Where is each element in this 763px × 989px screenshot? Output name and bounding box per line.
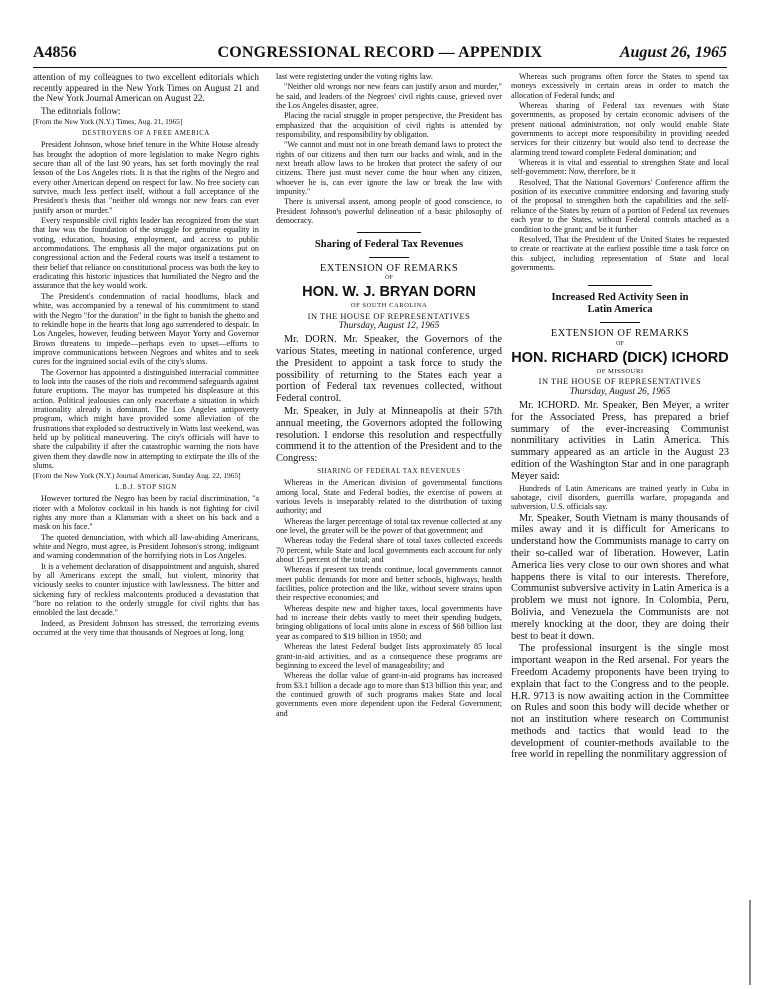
paragraph: Mr. Speaker, in July at Minneapolis at their 57th annual meeting, the Governors adopted the following resolution. I endorse this resolution and respectfully commend it to the attention of the President and to the Congress:: [276, 406, 502, 465]
column-1: [33, 72, 259, 638]
separator-rule: [357, 232, 421, 233]
column-2: [276, 72, 502, 719]
paragraph: President Johnson, whose brief tenure in the White House already has brought the adoption of more legislation to make Negro rights secure than all of the last 90 years, has set forth movingly the real lesson of the Los Angeles riots. It is that the rights of the Negro and every other American depend on respect for law. No free society can survive, much less perfect itself, without a full acceptance of the President's thesis that "neither old wrongs nor new fears can ever justify arson or murder.": [33, 140, 259, 215]
of-label: OF: [385, 274, 393, 281]
paragraph: "Neither old wrongs nor new fears can justify arson and murder," he said, and leaders of the Negroes' civil rights cause, grieved over the Los Angeles disaster, agree.: [276, 82, 502, 111]
paragraph: It is a vehement declaration of disappointment and anguish, shared by all Americans except the small, but violent, minority that viciously seeks to counter injustice with lawlessness. The bitter and sickening fury of reckless malcontents produced a devastation that "bore no relation to the orderly struggle for civil rights that has ennobled the last decade.": [33, 561, 259, 618]
paragraph: Mr. ICHORD. Mr. Speaker, Ben Meyer, a writer for the Associated Press, has prepared a brief summary of the ever-increasing Communist nonmilitary activities in Latin America. This summary appeared as an article in the August 23 edition of the Washington Star and in one paragraph Meyer said:: [511, 399, 729, 482]
chamber-label: IN THE HOUSE OF REPRESENTATIVES: [307, 311, 471, 321]
separator-rule: [600, 322, 640, 323]
section-title: Sharing of Federal Tax Revenues: [314, 238, 464, 250]
extension-heading: EXTENSION OF REMARKS: [319, 262, 459, 274]
paragraph: Whereas sharing of Federal tax revenues with State governments, as proposed by certain economic advisers of the present national administration, not only would enable State governments to accept more responsibility in providing needed services for their citizenry but would also tend to decrease the alarming trend toward complete Federal domination; and: [511, 101, 729, 157]
paragraph: The editorials follow:: [41, 105, 121, 116]
source-citation: [From the New York (N.Y.) Times, Aug. 21, 1965]: [33, 117, 183, 127]
paragraph: There is universal assent, among people of good conscience, to President Johnson's powerful delineation of a basic philosophy of democracy.: [276, 197, 502, 226]
paragraph: Whereas despite new and higher taxes, local governments have had to increase their debts vastly to meet their spending budgets, bringing obligations of local units alone in excess of $68 billion last year as compared to $19 billion in 1950; and: [276, 603, 502, 641]
resolution-heading: SHARING OF FEDERAL TAX REVENUES: [317, 467, 461, 475]
paragraph: "We cannot and must not in one breath demand laws to protect the rights of our citizens and then turn our backs and wink, and in the next breath allow laws to be broken that protect the safety of our citizens. There just must never come the hour when any citizen, whoever he is, can ever ignore the law or break the law with impunity.": [276, 140, 502, 197]
separator-rule: [588, 285, 652, 286]
paragraph: Indeed, as President Johnson has stressed, the terrorizing events occurred at the very time that thousands of Negroes at long, long: [33, 618, 259, 638]
editorial-heading: L.B.J. STOP SIGN: [115, 483, 177, 491]
paragraph: However tortured the Negro has been by racial discrimination, "a rioter with a Molotov cocktail in his hands is not fighting for civil rights any more than a Klansman with a sheet on his back and a mask on his face.": [33, 494, 259, 532]
paragraph: Whereas the larger percentage of total tax revenue collected at any one level, the greater will be the power of that government; and: [276, 516, 502, 536]
paragraph: Resolved, That the President of the United States be requested to create or reactivate at the earliest possible time a task force on this subject, including representation of State and local governments.: [511, 234, 729, 272]
member-name: HON. RICHARD (DICK) ICHORD: [511, 349, 729, 366]
publication-title: CONGRESSIONAL RECORD — APPENDIX: [217, 44, 543, 61]
paragraph: Placing the racial struggle in proper perspective, the President has emphasized that the acquisition of civil rights is attended by responsibility, and responsibility by obligation.: [276, 111, 502, 140]
paragraph: Whereas in the American division of governmental functions among local, State and Federal bodies, the exercise of powers at various levels is inseparably related to the distribution of taxing authority; and: [276, 478, 502, 516]
scan-edge-mark: [747, 900, 753, 985]
paragraph: The President's condemnation of racial hoodlums, black and white, was accompanied by a renewal of his commitment to stand with the Negro "for the duration" in the fight to banish the ghetto and to rekindle hope in the hearts that long ago surrendered to despair. In Los Angeles, however, feuding between Mayor Yorty and Governor Brown threatens to impede—perhaps even to upset—efforts to improve communications between Negroes and whites and to seek cures for the ingrained social evils of the city's slums.: [33, 291, 259, 367]
of-label: OF: [616, 340, 624, 347]
header-rule: [33, 67, 727, 68]
remarks-date: Thursday, August 26, 1965: [569, 386, 671, 397]
paragraph: Whereas such programs often force the States to spend tax moneys excessively in certain areas in order to match the allocation of Federal funds; and: [511, 72, 729, 100]
column-3: [511, 72, 729, 762]
paragraph: Whereas if present tax trends continue, local governments cannot meet public demands for more and better schools, highways, health facilities, police protection and the like, without severe strains upon their respective economies; and: [276, 565, 502, 603]
source-citation: [From the New York (N.Y.) Journal American, Sunday Aug. 22, 1965]: [33, 471, 241, 481]
editorial-heading: DESTROYERS OF A FREE AMERICA: [82, 129, 210, 137]
paragraph: attention of my colleagues to two excellent editorials which recently appeared in the New York Times on August 21 and the New York Journal American on August 22.: [33, 72, 259, 104]
paragraph: Whereas it is vital and essential to strengthen State and local self-government: Now, therefore, be it: [511, 158, 729, 177]
member-state: OF SOUTH CAROLINA: [350, 302, 428, 310]
header-date: August 26, 1965: [619, 44, 727, 61]
paragraph: The professional insurgent is the single most important weapon in the Red arsenal. For years the Freedom Academy proponents have been trying to explain that fact to the Congress and to the people. H.R. 9713 is now awaiting action in the Committee on Rules and soon this body will decide whether or not an institution where research on Communist methods and tactics that would lead to the development of counter-methods available to the free world in repelling the nonmilitary aggression of: [511, 643, 729, 761]
paragraph: Whereas the dollar value of grant-in-aid programs has increased from $3.1 billion a decade ago to more than $13 billion this year, and the continued growth of such programs makes State and local governments even more dependent upon the Federal Government; and: [276, 671, 502, 718]
paragraph: Whereas today the Federal share of total taxes collected exceeds 70 percent, while State and local governments each account for only about 15 percent of the total; and: [276, 536, 502, 565]
remarks-date: Thursday, August 12, 1965: [338, 320, 440, 331]
paragraph: The Governor has appointed a distinguished interracial committee to look into the causes of the riots and recommend safeguards against future eruptions. The mayor has trumpeted his displeasure at this action. Political jealousies can only exacerbate a situation in which irrationality already is dominant. The Los Angeles antipoverty program, which might have provided some alleviation of the frustrations that exploded so destructively in Watts last weekend, was held up by political maneuvering. The city's officials will have to share the culpability if after the catastrophic warning the riots have given them they dawdle now in attempting to extirpate the ills of the slums.: [33, 367, 259, 470]
paragraph: Whereas the latest Federal budget lists approximately 85 local grant-in-aid activities, and as a consequence these programs are beginning to exceed the level of manageability; and: [276, 642, 502, 670]
paragraph: Mr. Speaker, South Vietnam is many thousands of miles away and it is difficult for Americans to understand how the Communists manage to carry on their so-called war of liberation. However, Latin America lies very close to our own shores and what happens there is vital to our interests. Therefore, Communist subversive activity in Latin America is a problem we must not ignore. In Colombia, Peru, Bolivia, and Venezuela the Communists are not merely knocking at the door, they are doing their best to beat it down.: [511, 512, 729, 642]
page-header: [33, 44, 727, 64]
paragraph: Every responsible civil rights leader has recognized from the start that law was the foundation of the struggle for genuine equality in voting, education, housing, employment, and access to public accommodations. The emphasis all the major organizations put on congressional action and the Federal courts was itself a testament to their belief that reliance on constitutional process was both the key to eradicating this historic injustices that humiliated the Negro and the assurance that the key would work.: [33, 216, 259, 291]
section-title-line-2: Latin America: [587, 304, 653, 316]
separator-rule: [369, 257, 409, 258]
member-state: OF MISSOURI: [596, 367, 644, 375]
extension-heading: EXTENSION OF REMARKS: [550, 328, 690, 340]
section-title: Increased Red Activity Seen in: [551, 292, 689, 304]
page-number: A4856: [33, 44, 77, 61]
member-name: HON. W. J. BRYAN DORN: [302, 284, 476, 301]
chamber-label: IN THE HOUSE OF REPRESENTATIVES: [538, 377, 702, 387]
paragraph: The quoted denunciation, with which all law-abiding Americans, white and Negro, must agree, is President Johnson's strong, indignant and warning condemnation of the horrifying riots in Los Angeles.: [33, 532, 259, 561]
paragraph: Mr. DORN. Mr. Speaker, the Governors of the various States, meeting in national conference, urged the President to appoint a task force to study the possibility of returning to the States each year a portion of Federal tax revenues collected, without Federal control.: [276, 334, 502, 405]
paragraph: last were registering under the voting rights law.: [276, 72, 433, 81]
paragraph: Resolved, That the National Governors' Conference affirm the position of its executive committee endorsing and favoring study of the proposal to strengthen both the capabilities and the self-reliance of the States by return of a portion of Federal tax revenues each year to the States, without Federal controls attached as a condition to the grant; and be it further: [511, 177, 729, 234]
quoted-paragraph: Hundreds of Latin Americans are trained yearly in Cuba in sabotage, civil disorders, guerrilla warfare, propaganda and subversion, U.S. officials say.: [511, 483, 729, 512]
